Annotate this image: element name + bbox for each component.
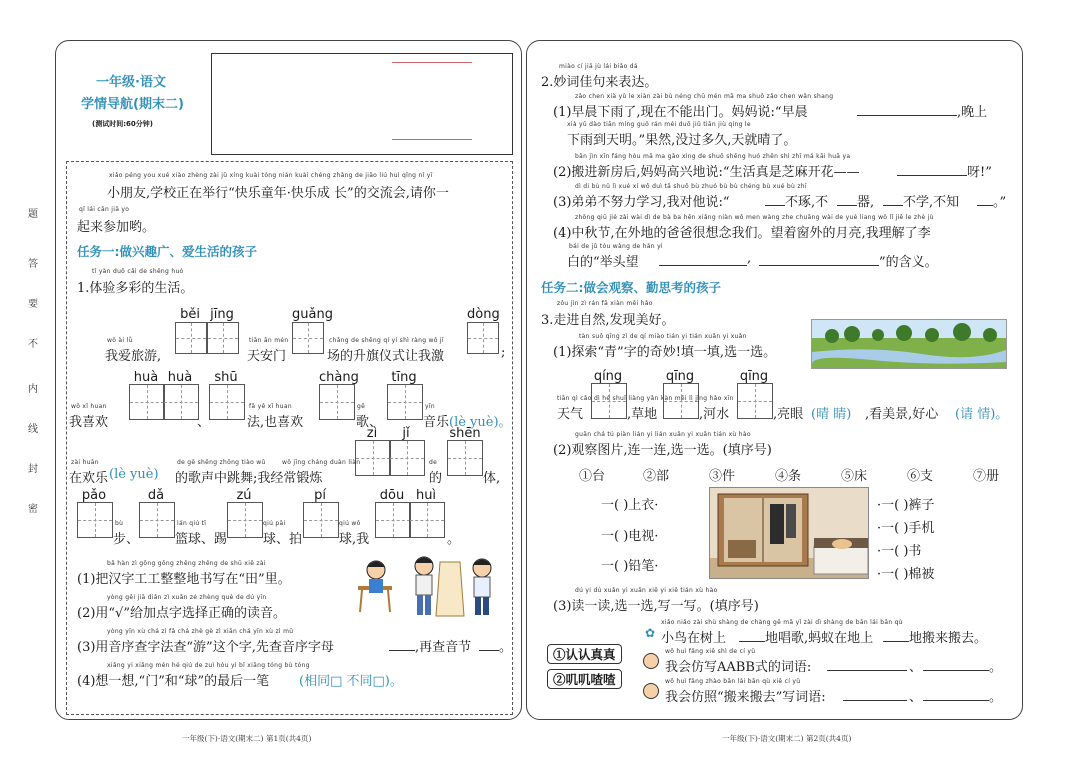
writing-grid[interactable]: [319, 384, 355, 420]
row-text: 球、拍: [263, 532, 303, 547]
pinyin: fǎ yě xǐ huan: [249, 403, 292, 410]
row-text: 天安门: [247, 349, 287, 364]
pinyin: bái de jǔ tóu wàng de hán yì: [569, 243, 663, 250]
writing-grid[interactable]: [207, 322, 239, 354]
item-2-1: (1)早晨下雨了,现在不能出门。妈妈说:“早晨: [553, 105, 808, 120]
writing-grid[interactable]: [175, 322, 207, 354]
item-2-3-part: 不琢,不: [785, 195, 829, 210]
child-avatar-icon: [643, 653, 659, 669]
pinyin-prompt: zì: [366, 426, 378, 441]
bedroom-image: [709, 487, 869, 579]
pinyin: guān chá tú piàn lián yi lián xuǎn yi xuǎn tián xù hào: [575, 431, 751, 438]
child-avatar-icon: [643, 683, 659, 699]
pinyin: tǐ yàn duō cǎi de shēng huó: [92, 268, 184, 275]
page-2: miào cí jiā jù lái biǎo dá 2.妙词佳句来表达。 zǎo chen xià yǔ le xiàn zài bù néng chū mén mā ma shuō zǎo chen wǎn shang (1)早晨下雨了,现在不能出门。妈妈说:“早晨 ,晚上 xià yǔ dào tiān míng guǒ rán méi duō jiǔ tiān jiù qíng le 下雨到天明。”果然,没过多久,天就晴了。 bān jìn xīn fáng hòu mā ma gāo xìng de shuō shēng huó zhēn shì zhī má kāi huā ya (2)搬进新房后,妈妈高兴地说:“生活真是芝麻开花—— 呀!” dì di bù nǔ lì xué xí wǒ duì tā shuō bù zhuó bù bù chéng bù xué bù zhī (3)弟弟不努力学习,我对他说:“ 不琢,不 器, 不学,不知 。” zhōng qiū jié zài wài dì de bà ba hěn xiǎng niàn wǒ men wàng zhe chuāng wài de yuè liang wǒ lǐ jiě le zhè jù (4)中秋节,在外地的爸爸很想念我们。望着窗外的月亮,我理解了李 bái de jǔ tóu wàng de hán yì 白的“举头望 , ”的含义。 任务二:做会观察、勤思考的孩子 zǒu jìn zì rán fā xiàn měi hǎo 3.走进自然,发现美好。 tàn suǒ qīng zì de qí miào tián yi tián xuǎn yi xuǎn (1)探索“青”字的奇妙!填一填,选一选。 qíng qīng qīng tiān qì cǎo dì hé shuǐ liàng yǎn kàn měi lì jǐng hǎo xīn 天气 ,草地 ,河水 ,亮眼 (晴 睛) ,看美景,好心 (请 情)。 guān chá tú piàn lián yi lián xuǎn yi xuǎn tián xù hào (2)观察图片,连一连,选一选。(填序号) ①台 ②部 ③件 ④条 ⑤床 ⑥支 ⑦册 一( )上衣· 一( )电视· 一( )铅笔· ·一( )裤子 ·一( )手机 ·一( )书 ·一( )棉被 dú yi dú xuǎn yi xuǎn xiě yi xiě tián xù hào (3)读一读,选一选,写一写。(填序号) ①认认真真 ②叽叽喳喳 ✿ xiǎo niǎo zài shù shàng de chàng gē mǎ yǐ zài dì shàng de bān lái bān qù 小鸟在树上 地唱歌,蚂蚁在地上 地搬来搬去。 wǒ huì fǎng xiě shì de cí yǔ 我会仿写AABB式的词语: 、 。 wǒ huì fǎng zhào bān lái bān qù xiě cí yǔ 我会仿照“搬来搬去”写词语: 、 。: [526, 40, 1023, 720]
pinyin-prompt: pí: [314, 488, 326, 503]
task-1-heading: 任务一:做兴趣广、爱生活的孩子: [77, 244, 257, 259]
row-text: ,河水: [699, 407, 730, 422]
match-right-item[interactable]: ·一( )棉被: [877, 567, 935, 582]
measure-option: ③件: [709, 469, 736, 484]
writing-grid[interactable]: [387, 384, 423, 420]
question-1-title: 1.体验多彩的生活。: [77, 281, 194, 296]
pinyin: qiú wǒ: [339, 520, 361, 527]
pinyin: xiǎng yi xiǎng mén hé qiú de zuì hòu yì bǐ xiāng tóng bù tóng: [107, 662, 310, 669]
answer-blank[interactable]: [857, 115, 957, 116]
answer-blank[interactable]: [479, 650, 499, 651]
sub-question-4-choice[interactable]: (相同□ 不同□)。: [299, 674, 403, 689]
pinyin: zǎo chen xià yǔ le xiàn zài bù néng chū mén mā ma shuō zǎo chen wǎn shang: [575, 93, 834, 100]
pinyin-prompt: shēn: [449, 426, 481, 441]
pinyin: gē: [357, 403, 366, 410]
seal-char: 题: [28, 209, 38, 220]
answer-blank[interactable]: [837, 205, 857, 206]
pinyin-prompt: dōu: [379, 488, 405, 503]
pinyin-prompt: huà: [167, 370, 193, 385]
answer-blank[interactable]: [977, 205, 993, 206]
page-1-footer: 一年级(下)·语文(期末二) 第1页(共4页): [182, 734, 312, 743]
pinyin: yòng yīn xù chá zì fǎ chá zhè gè zì xiān chá yīn xù zì mǔ: [107, 628, 294, 635]
writing-grid[interactable]: [409, 502, 445, 538]
grade-title: 一年级·语文: [96, 75, 166, 90]
writing-grid[interactable]: [389, 440, 425, 476]
match-right-item[interactable]: ·一( )书: [877, 544, 922, 559]
measure-option: ④条: [775, 469, 802, 484]
row-text: 法,也喜欢: [247, 415, 304, 430]
pinyin: dì di bù nǔ lì xué xí wǒ duì tā shuō bù zhuó bù bù chéng bù xué bù zhī: [575, 183, 807, 190]
pinyin: wǒ huì fǎng zhào bān lái bān qù xiě cí yǔ: [665, 678, 801, 685]
reading-choice[interactable]: (晴 睛): [811, 407, 852, 422]
row-text: 天气: [557, 407, 584, 422]
pinyin: xià yǔ dào tiān míng guǒ rán méi duō jiǔ tiān jiù qíng le: [567, 121, 751, 128]
pinyin: bù: [115, 520, 124, 527]
answer-blank[interactable]: [923, 700, 989, 701]
pinyin: wǒ xǐ huan: [71, 403, 107, 410]
answer-blank[interactable]: [759, 265, 879, 266]
match-right-item[interactable]: ·一( )手机: [877, 521, 935, 536]
row-text: 音乐: [423, 415, 450, 430]
item-2-1-part: ,晚上: [957, 105, 988, 120]
sub-question-2: (2)用“√”给加点字选择正确的读音。: [77, 606, 286, 621]
pinyin: xiǎo niǎo zài shù shàng de chàng gē mǎ yǐ zài dì shàng de bān lái bān qù: [661, 619, 903, 626]
pinyin: chǎng de shēng qí yí shì ràng wǒ jī: [329, 337, 444, 344]
seal-char: 答: [28, 259, 38, 270]
seal-char: 要: [28, 299, 38, 310]
row-text: 球,我: [339, 532, 370, 547]
row-text: 步、: [113, 532, 140, 547]
answer-blank[interactable]: [659, 265, 747, 266]
pinyin-prompt: pǎo: [81, 488, 107, 503]
page-1: [55, 40, 522, 720]
match-left-item[interactable]: 一( )上衣·: [601, 498, 659, 513]
writing-grid[interactable]: [129, 384, 165, 420]
writing-grid[interactable]: [303, 502, 339, 538]
answer-blank[interactable]: [897, 175, 967, 176]
row-text: 篮球、踢: [175, 532, 228, 547]
answer-blank[interactable]: [827, 670, 907, 671]
item-2-2-end: 呀!”: [967, 165, 992, 180]
pinyin: zhōng qiū jié zài wài dì de bà ba hěn xiǎng niàn wǒ men wàng zhe chuāng wài de yuè liang wǒ lǐ jiě le zhè jù: [575, 214, 934, 221]
match-right-item[interactable]: ·一( )裤子: [877, 498, 935, 513]
pinyin: tiān ān mén: [249, 337, 289, 344]
item-3-3: (3)读一读,选一选,写一写。(填序号): [553, 599, 759, 614]
question-area: xiǎo péng you xué xiào zhèng zài jǔ xíng kuài tóng nián kuài chéng zhǎng de jiāo liú huì qǐng nǐ yī 小朋友,学校正在举行“快乐童年·快乐成 长”的交流会,请你一 qǐ lái cān jiā yo 起来参加哟。 任务一:做兴趣广、爱生活的孩子 tǐ yàn duō cǎi de shēng huó 1.体验多彩的生活。 běi jīng guǎng dòng wǒ ài lǚ tiān ān mén chǎng de shēng qí yí shì ràng wǒ jī 我爱旅游, 天安门 场的升旗仪式让我激 ; huà huà shū chàng tīng wǒ xǐ huan fǎ yě xǐ huan gē yīn 我喜欢 、 法,也喜欢 歌、 音乐 (lè yuè)。 zì jǐ shēn zài huān de gē shēng zhōng tiào wǔ wǒ jīng cháng duàn liàn de 在欢乐 (lè yuè) 的歌声中跳舞;我经常锻炼 的 体, pǎo dǎ zú pí dōu huì bù lán qiú tī qiú pāi qiú wǒ 步、 篮球、踢 球、拍 球,我 。 bǎ hàn zì gōng gōng zhěng zhěng de shū xiě zài (1)把汉字工工整整地书写在“田”里。 yòng gěi jiā diǎn zì xuǎn zé zhèng què de dú yīn (2)用“√”给加点字选择正确的读音。 yòng yīn xù chá zì fǎ chá zhè gè zì xiān chá yīn xù zì mǔ (3)用音序查字法查“游”这个字,先查音序字母 ,再查音节 。 xiǎng yi xiǎng mén hé qiú de zuì hòu yì bǐ xiāng tóng bù tóng (4)想一想,“门”和“球”的最后一笔 (相同□ 不同□)。: [66, 161, 513, 715]
pinyin: dú yi dú xuǎn yi xuǎn xiě yi xiě tián xù hào: [575, 587, 718, 594]
answer-blank[interactable]: [843, 700, 907, 701]
sub-question-3-part: ,再查音节: [415, 640, 472, 655]
row-text: ,看美景,好心: [865, 407, 939, 422]
answer-blank[interactable]: [739, 641, 765, 642]
row-text: 、: [197, 415, 211, 430]
pinyin: wǒ huì fǎng xiě shì de cí yǔ: [665, 648, 756, 655]
item-3-2: (2)观察图片,连一连,选一选。(填序号): [553, 443, 772, 458]
writing-grid[interactable]: [292, 322, 324, 354]
sub-question-3: (3)用音序查字法查“游”这个字,先查音序字母: [77, 640, 334, 655]
measure-option: ⑦册: [973, 469, 1000, 484]
pinyin-prompt: guǎng: [292, 307, 333, 322]
pinyin: lán qiú tī: [177, 520, 207, 527]
seal-char: 不: [28, 339, 38, 350]
writing-grid[interactable]: [355, 440, 391, 476]
writing-grid[interactable]: [139, 502, 175, 538]
imitate-ban-lai-ban-qu: 我会仿照“搬来搬去”写词语:: [665, 690, 826, 705]
answer-blank[interactable]: [883, 205, 903, 206]
row-text: 体,: [483, 471, 501, 486]
pinyin-prompt: qíng: [593, 369, 623, 384]
writing-grid[interactable]: [227, 502, 263, 538]
row-text: 的: [429, 471, 443, 486]
pinyin: bǎ hàn zì gōng gōng zhěng zhěng de shū xiě zài: [107, 560, 266, 567]
row-text: 我喜欢: [69, 415, 109, 430]
flower-icon: ✿: [645, 626, 656, 640]
pinyin: de gē shēng zhōng tiào wǔ: [177, 459, 266, 466]
score-box: [211, 53, 513, 155]
seal-char: 内: [28, 384, 38, 395]
writing-grid[interactable]: [447, 440, 483, 476]
row-text: 的歌声中跳舞;我经常锻炼: [175, 471, 323, 486]
fill-sentence: 小鸟在树上: [661, 631, 727, 646]
answer-blank[interactable]: [883, 641, 909, 642]
pinyin-prompt: huì: [415, 488, 437, 503]
row-text: 我爱旅游,: [105, 349, 162, 364]
pinyin-prompt: tīng: [391, 370, 417, 385]
reading-choice: (lè yuè): [109, 467, 159, 482]
task-2-heading: 任务二:做会观察、勤思考的孩子: [541, 280, 721, 295]
pinyin-prompt: dòng: [467, 307, 500, 322]
question-3-title: 3.走进自然,发现美好。: [541, 313, 675, 328]
item-2-3-part: 器,: [857, 195, 875, 210]
item-2-4: (4)中秋节,在外地的爸爸很想念我们。望着窗外的月亮,我理解了李: [553, 226, 931, 241]
measure-option: ①台: [579, 469, 606, 484]
pinyin-prompt: chàng: [319, 370, 359, 385]
seal-char: 线: [28, 424, 38, 435]
pinyin: zǒu jìn zì rán fā xiàn měi hǎo: [557, 300, 653, 307]
row-text: 在欢乐: [69, 471, 109, 486]
pinyin-prompt: zú: [236, 488, 252, 503]
pinyin: bān jìn xīn fáng hòu mā ma gāo xìng de shuō shēng huó zhēn shì zhī má kāi huā ya: [575, 153, 851, 160]
children-illustration: [352, 552, 502, 622]
pinyin: tàn suǒ qīng zì de qí miào tián yi tián xuǎn yi xuǎn: [579, 333, 747, 340]
pinyin: qǐ lái cān jiā yo: [79, 206, 130, 213]
writing-grid[interactable]: [467, 322, 499, 354]
pinyin: tiān qì cǎo dì hé shuǐ liàng yǎn kàn měi lì jǐng hǎo xīn: [557, 395, 734, 402]
writing-grid[interactable]: [737, 383, 773, 419]
writing-grid[interactable]: [209, 384, 245, 420]
pinyin: wǒ jīng cháng duàn liàn: [282, 459, 361, 466]
item-2-1-line2: 下雨到天明。”果然,没过多久,天就晴了。: [567, 133, 797, 148]
pinyin: zài huān: [71, 459, 99, 466]
pinyin-prompt: dǎ: [147, 488, 165, 503]
pinyin-prompt: jǐ: [402, 426, 410, 441]
intro-line-2: 起来参加哟。: [77, 220, 156, 235]
writing-grid[interactable]: [163, 384, 199, 420]
answer-blank[interactable]: [765, 205, 785, 206]
sub-question-4: (4)想一想,“门”和“球”的最后一笔: [77, 674, 270, 689]
exam-time: (测试时间:60分钟): [92, 120, 153, 128]
intro-line-1: 小朋友,学校正在举行“快乐童年·快乐成 长”的交流会,请你一: [107, 186, 449, 201]
item-3-1: (1)探索“青”字的奇妙!填一填,选一选。: [553, 345, 777, 360]
item-2-3-part: 不学,不知: [903, 195, 960, 210]
item-2-2: (2)搬进新房后,妈妈高兴地说:“生活真是芝麻开花——: [553, 165, 860, 180]
reading-choice: (lè yuè)。: [449, 415, 512, 430]
exam-subtitle: 学情导航(期末二): [81, 97, 184, 112]
row-text: 歌、: [356, 415, 383, 430]
answer-blank[interactable]: [923, 670, 989, 671]
pinyin: yòng gěi jiā diǎn zì xuǎn zé zhèng què de dú yīn: [107, 594, 267, 601]
pinyin: qiú pāi: [263, 520, 286, 527]
pinyin: miào cí jiā jù lái biǎo dá: [559, 63, 638, 70]
row-text: ,草地: [627, 407, 658, 422]
measure-option: ⑤床: [841, 469, 868, 484]
match-left-item[interactable]: 一( )电视·: [601, 529, 659, 544]
pinyin: de: [429, 459, 438, 466]
pinyin-prompt: qīng: [739, 369, 769, 384]
row-text: 。: [447, 532, 461, 547]
option-card: ①认认真真: [547, 644, 622, 664]
pinyin-prompt: jīng: [210, 307, 234, 322]
pinyin-prompt: shū: [214, 370, 238, 385]
measure-option: ⑥支: [907, 469, 934, 484]
question-2-title: 2.妙词佳句来表达。: [541, 75, 658, 90]
fill-sentence-part: 地唱歌,蚂蚁在地上: [765, 631, 874, 646]
sub-question-1: (1)把汉字工工整整地书写在“田”里。: [77, 572, 291, 587]
item-2-4-end: ”的含义。: [879, 255, 938, 270]
seal-char: 封: [28, 464, 38, 475]
item-2-4-comma: ,: [747, 251, 752, 266]
item-2-4-line2: 白的“举头望: [567, 255, 639, 270]
seal-char: 密: [28, 504, 38, 515]
sub-question-3-end: 。: [499, 640, 513, 655]
item-2-3-end: 。”: [993, 195, 1007, 210]
writing-grid[interactable]: [77, 502, 113, 538]
pinyin-prompt: qīng: [665, 369, 695, 384]
answer-blank[interactable]: [389, 650, 415, 651]
pinyin: xiǎo péng you xué xiào zhèng zài jǔ xíng kuài tóng nián kuài chéng zhǎng de jiāo liú huì qǐng nǐ yī: [109, 172, 433, 179]
match-left-item[interactable]: 一( )铅笔·: [601, 559, 659, 574]
option-card: ②叽叽喳喳: [547, 669, 622, 689]
measure-option: ②部: [643, 469, 670, 484]
imitate-aabb: 我会仿写AABB式的词语:: [665, 660, 812, 675]
page-2-footer: 一年级(下)·语文(期末二) 第2页(共4页): [722, 734, 852, 743]
pinyin: yīn: [425, 403, 435, 410]
reading-choice[interactable]: (请 情)。: [955, 407, 1009, 422]
landscape-image: [811, 319, 1007, 369]
fill-sentence-end: 地搬来搬去。: [909, 631, 988, 646]
item-2-3: (3)弟弟不努力学习,我对他说:“: [553, 195, 730, 210]
pinyin-prompt: běi: [180, 307, 200, 322]
row-text: 场的升旗仪式让我激: [327, 349, 445, 364]
pinyin-prompt: huà: [133, 370, 159, 385]
pinyin: wǒ ài lǚ: [107, 337, 133, 344]
writing-grid[interactable]: [375, 502, 411, 538]
row-text: ,亮眼: [773, 407, 804, 422]
